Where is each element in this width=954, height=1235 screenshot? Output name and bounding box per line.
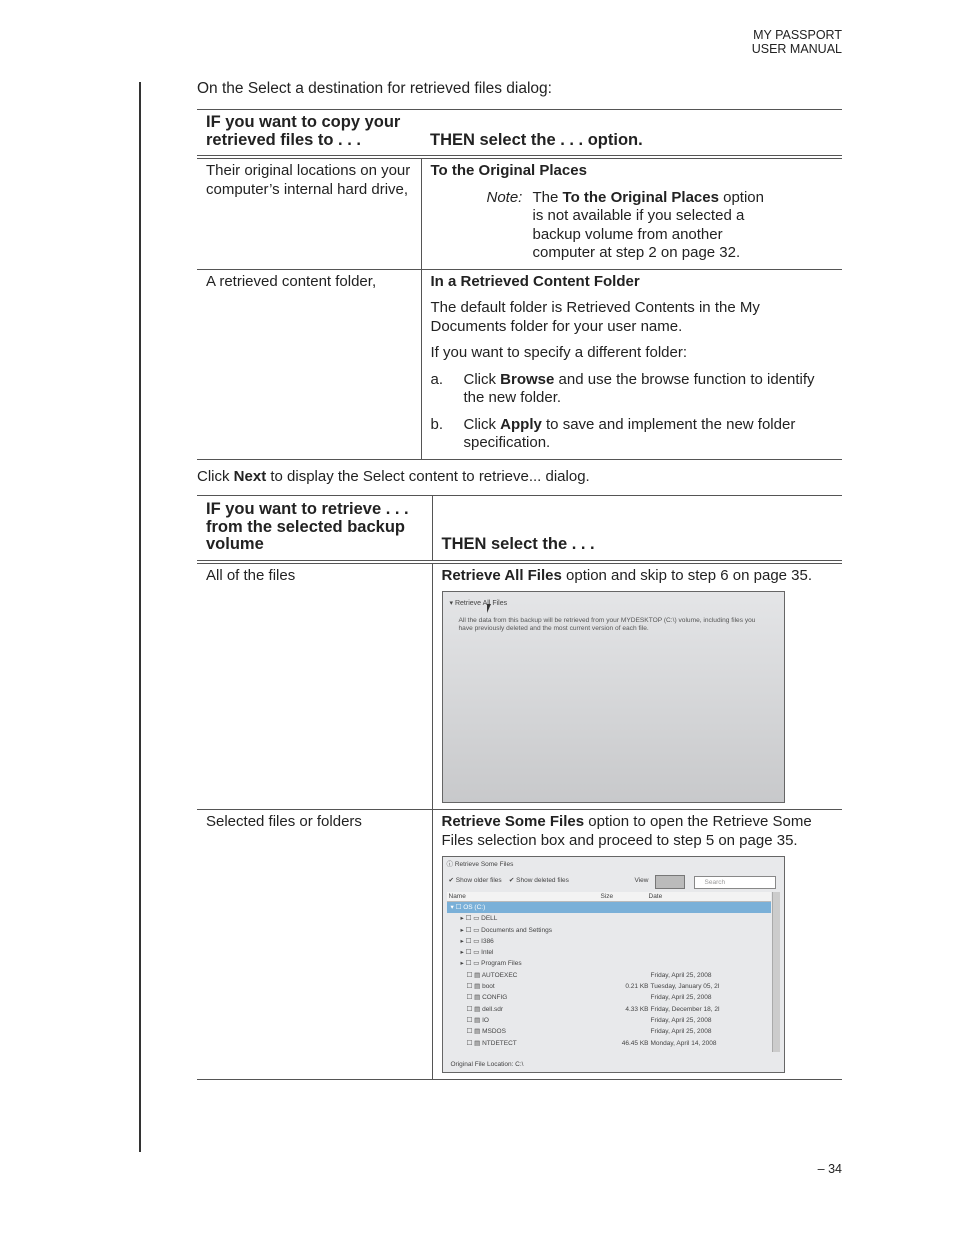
list-item: a. Click Browse and use the browse function to identify the new folder. <box>430 370 815 406</box>
note-block <box>487 189 835 263</box>
retrieve-some-screenshot <box>442 856 785 1073</box>
intro-destination: On the Select a destination for retrieved files dialog: <box>197 80 552 97</box>
row-option-cell <box>421 157 842 269</box>
table-row <box>197 562 842 810</box>
file-name: ☐ ▤ boot <box>466 983 495 991</box>
table-row <box>197 157 842 269</box>
col-header-option: THEN select the . . . option. <box>430 130 643 149</box>
file-row <box>447 913 771 924</box>
intro-next: Click Next to display the Select content to retrieve... dialog. <box>197 468 590 485</box>
different-folder-text: If you want to specify a different folder: <box>430 344 688 361</box>
note-label: Note: <box>486 188 523 206</box>
file-date: Friday, December 18, 2I <box>650 1005 720 1013</box>
file-date: Monday, April 14, 2008 <box>650 1039 717 1047</box>
file-row <box>447 992 771 1003</box>
file-row <box>447 958 771 969</box>
show-deleted-checkbox: ✔ Show deleted files <box>508 877 569 884</box>
file-list <box>447 902 771 1049</box>
file-date: Friday, April 25, 2008 <box>650 971 712 979</box>
file-row <box>447 1004 771 1015</box>
table-row <box>197 810 842 1080</box>
file-date: Friday, April 25, 2008 <box>650 994 712 1002</box>
show-older-checkbox: ✔ Show older files <box>448 877 502 884</box>
destination-table <box>197 109 842 460</box>
mouse-pointer-icon <box>487 604 491 613</box>
file-date: Friday, April 25, 2008 <box>650 1016 712 1024</box>
page-number: – 34 <box>817 1162 842 1176</box>
file-name: ☐ ▤ AUTOEXEC <box>466 971 518 979</box>
file-name: ☐ ▤ MSDOS <box>466 1028 506 1036</box>
file-name: ▸ ☐ ▭ DELL <box>460 915 498 923</box>
file-name: ▸ ☐ ▭ Documents and Settings <box>460 926 552 934</box>
retrieve-some-title: ⓘ Retrieve Some Files <box>446 861 514 868</box>
header-line-1: MY PASSPORT <box>753 28 842 42</box>
option-original-places: To the Original Places <box>430 162 587 179</box>
file-name: ▸ ☐ ▭ Intel <box>460 949 494 957</box>
original-location: Original File Location: C:\ <box>450 1060 524 1068</box>
file-row <box>447 1038 771 1049</box>
table-header-row <box>197 496 842 562</box>
file-name: ☐ ▤ NTDETECT <box>466 1039 517 1047</box>
row-condition: All of the files <box>197 562 432 810</box>
row-option-cell: Retrieve All Files option and skip to step 6 on page 35. ▾ Retrieve All Files All the data from this backup will be retrieved from your MYDESKTOP (C:\) volume, including files you have previously deleted and the most current version of each file. <box>432 562 842 810</box>
file-row <box>447 947 771 958</box>
list-item: b. Click Apply to save and implement the new folder specification. <box>430 415 796 451</box>
col-header-option: THEN select the . . . <box>441 535 595 553</box>
retrieve-table <box>197 495 842 1080</box>
col-header-condition: IF you want to copy your retrieved files to . . . <box>206 113 401 149</box>
file-row <box>447 981 771 992</box>
file-list-header: Name Size Date <box>447 892 771 902</box>
file-date: Tuesday, January 05, 2I <box>650 983 720 991</box>
retrieve-all-screenshot <box>442 591 785 803</box>
file-size: 0.21 KB <box>625 983 649 991</box>
file-row <box>447 970 771 981</box>
row-condition: Selected files or folders <box>197 810 432 1080</box>
scrollbar <box>772 892 780 1052</box>
file-date: Friday, April 25, 2008 <box>650 1028 712 1036</box>
file-name: ☐ ▤ CONFIG <box>466 994 508 1002</box>
search-box: Search <box>694 876 776 889</box>
file-row <box>447 902 771 913</box>
option-retrieved-folder: In a Retrieved Content Folder <box>430 272 640 290</box>
default-folder-text: The default folder is Retrieved Contents in the My Documents folder for your user name. <box>430 299 760 335</box>
table-header-row <box>197 110 842 158</box>
running-header <box>752 28 842 56</box>
row-option-cell: Retrieve Some Files option to open the Retrieve Some Files selection box and proceed to step 5 on page 35. ⓘ Retrieve Some Files ✔ Show older files ✔ Show deleted files View Search Name Size Date ▾ ☐ OS (C:) ▸ ☐ ▭ DELL ▸ ☐ ▭ Documents and Settings ▸ ☐ ▭ I386 ▸ ☐ ▭ Intel ▸ ☐ ▭ Program Files ☐ ▤ AUTOEXEC Friday, April 25, 2008 ☐ ▤ boot 0.21 KB Tuesday, January 05, 2I ☐ ▤ CONFIG Friday, April 25, 2008 ☐ ▤ dell.sdr 4.33 KB Friday, December 18, 2I ☐ ▤ IO Friday, April 25, 2008 ☐ ▤ MSDOS Friday, April 25, 2008 ☐ ▤ NTDETECT 46.45 KB Monday, April 14, 2008 Original File Location: C:\ <box>432 810 842 1080</box>
row-condition: A retrieved content folder, <box>197 269 421 459</box>
margin-rule <box>139 82 141 1152</box>
file-row <box>447 1026 771 1037</box>
header-line-2: USER MANUAL <box>751 42 842 56</box>
file-size: 4.33 KB <box>625 1005 649 1013</box>
col-header-condition: IF you want to retrieve . . . from the selected backup volume <box>197 496 432 562</box>
file-name: ☐ ▤ IO <box>466 1016 489 1024</box>
file-name: ▸ ☐ ▭ Program Files <box>460 960 522 968</box>
view-label: View <box>634 877 649 884</box>
file-row <box>447 936 771 947</box>
view-toggle-icon <box>655 875 685 889</box>
file-name: ▾ ☐ OS (C:) <box>450 904 486 911</box>
file-size: 46.45 KB <box>621 1039 649 1047</box>
retrieve-all-title: ▾ Retrieve All Files <box>449 600 508 607</box>
row-option-cell <box>421 269 842 459</box>
row-condition: Their original locations on your computer’s internal hard drive, <box>197 157 421 269</box>
note-text: The To the Original Places option is not available if you selected a backup volume from another computer at step 2 on page 32. <box>532 188 764 261</box>
retrieve-all-description: All the data from this backup will be retrieved from your MYDESKTOP (C:\) volume, including files you have previously deleted and the most current version of each file. <box>458 617 756 632</box>
file-row <box>447 925 771 936</box>
table-row <box>197 269 842 459</box>
file-name: ▸ ☐ ▭ I386 <box>460 937 494 945</box>
file-name: ☐ ▤ dell.sdr <box>466 1005 504 1013</box>
file-row <box>447 1015 771 1026</box>
